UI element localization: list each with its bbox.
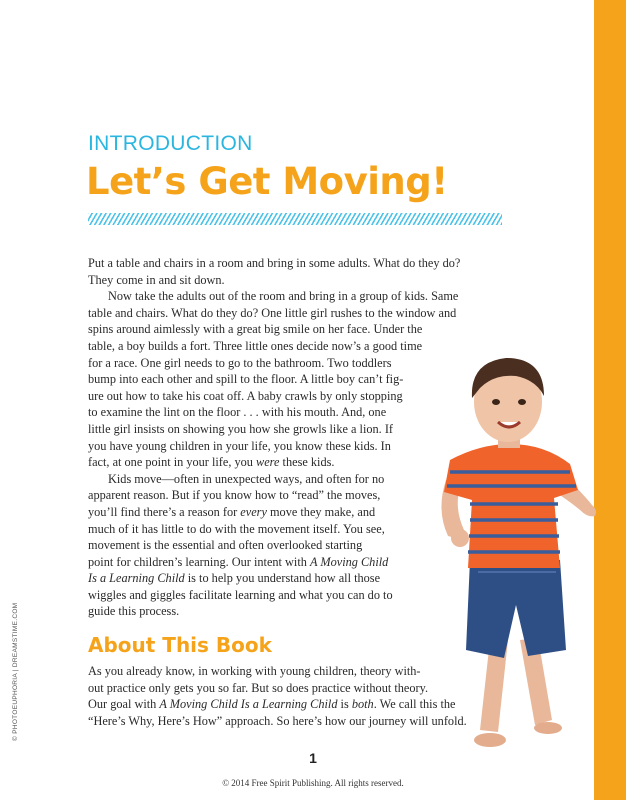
text-fragment: point for children’s learning. Our intent with	[88, 554, 310, 569]
text-line: Now take the adults out of the room and bring in a group of kids. Same	[108, 289, 459, 304]
text-fragment: is to help you understand how all those	[184, 571, 381, 586]
text-fragment: you’ll find there’s a reason for	[88, 504, 241, 519]
emphasis-text: were	[256, 455, 280, 470]
boy-foot-right	[534, 722, 562, 734]
text-line: movement is the essential and often overlooked starting	[88, 538, 363, 553]
text-line: little girl insists on showing you how she growls like a lion. If	[88, 421, 394, 436]
text-line: out practice only gets you so far. But so does practice without theory.	[88, 680, 429, 695]
text-fragment: fact, at one point in your life, you	[88, 455, 257, 470]
emphasis-text: every	[240, 504, 267, 519]
text-fragment: these kids.	[279, 455, 335, 470]
emphasis-text: both	[351, 697, 374, 712]
text-line: much of it has little to do with the movement itself. You see,	[88, 521, 385, 536]
boy-mouth	[498, 422, 520, 427]
text-line: spins around aimlessly with a great big smile on her face. Under the	[88, 322, 423, 337]
text-line: to examine the lint on the floor . . . with his mouth. And, one	[88, 405, 387, 420]
text-line: ure out how to take his coat off. A baby crawls by only stopping	[88, 388, 403, 403]
copyright-notice: © 2014 Free Spirit Publishing. All rights reserved.	[222, 778, 404, 788]
text-line: table, a boy builds a fort. Three little ones decide now’s a good time	[88, 338, 423, 353]
text-fragment: . We call this the	[373, 697, 456, 712]
text-line: Kids move—often in unexpected ways, and often for no	[108, 471, 385, 486]
text-line: bump into each other and spill to the floor. A little boy can’t fig-	[88, 372, 404, 387]
text-line: you have young children in your life, you know these kids. In	[88, 438, 391, 453]
text-fragment: is	[337, 697, 352, 712]
photo-credit: © PHOTOEUPHORIA | DREAMSTIME.COM	[12, 602, 19, 741]
boy-shirt	[444, 444, 578, 568]
text-line: As you already know, in working with young children, theory with-	[88, 664, 421, 678]
text-line: apparent reason. But if you know how to “read” the moves,	[88, 488, 381, 503]
emphasis-text: Is a Learning Child	[88, 571, 185, 586]
text-line: table and chairs. What do they do? One little girl rushes to the window and	[88, 305, 457, 320]
boy-hand	[451, 529, 469, 547]
text-line: Put a table and chairs in a room and bring in some adults. What do they do?	[88, 256, 461, 270]
boy-eye	[492, 399, 500, 405]
section-heading-about: About This Book	[88, 633, 272, 657]
emphasis-text: A Moving Child	[309, 554, 389, 569]
text-line: “Here’s Why, Here’s How” approach. So here’s how our journey will unfold.	[88, 713, 467, 728]
text-fragment: Our goal with	[88, 697, 160, 712]
about-body-text	[88, 663, 500, 729]
boy-foot-left	[474, 733, 506, 747]
text-line: wiggles and giggles facilitate learning and what you can do to	[88, 587, 393, 602]
hatched-divider	[88, 213, 502, 225]
boy-shorts	[466, 560, 566, 658]
section-label: INTRODUCTION	[88, 132, 253, 155]
page-number: 1	[309, 750, 317, 766]
text-line: for a race. One girl needs to go to the bathroom. Two toddlers	[88, 355, 392, 370]
text-line: They come in and sit down.	[88, 272, 225, 287]
boy-eye	[518, 399, 526, 405]
text-line: guide this process.	[88, 604, 180, 619]
text-fragment: move they make, and	[266, 504, 376, 519]
page-title: Let’s Get Moving!	[86, 160, 448, 203]
text-line	[88, 696, 500, 713]
emphasis-text: A Moving Child Is a Learning Child	[159, 697, 338, 712]
